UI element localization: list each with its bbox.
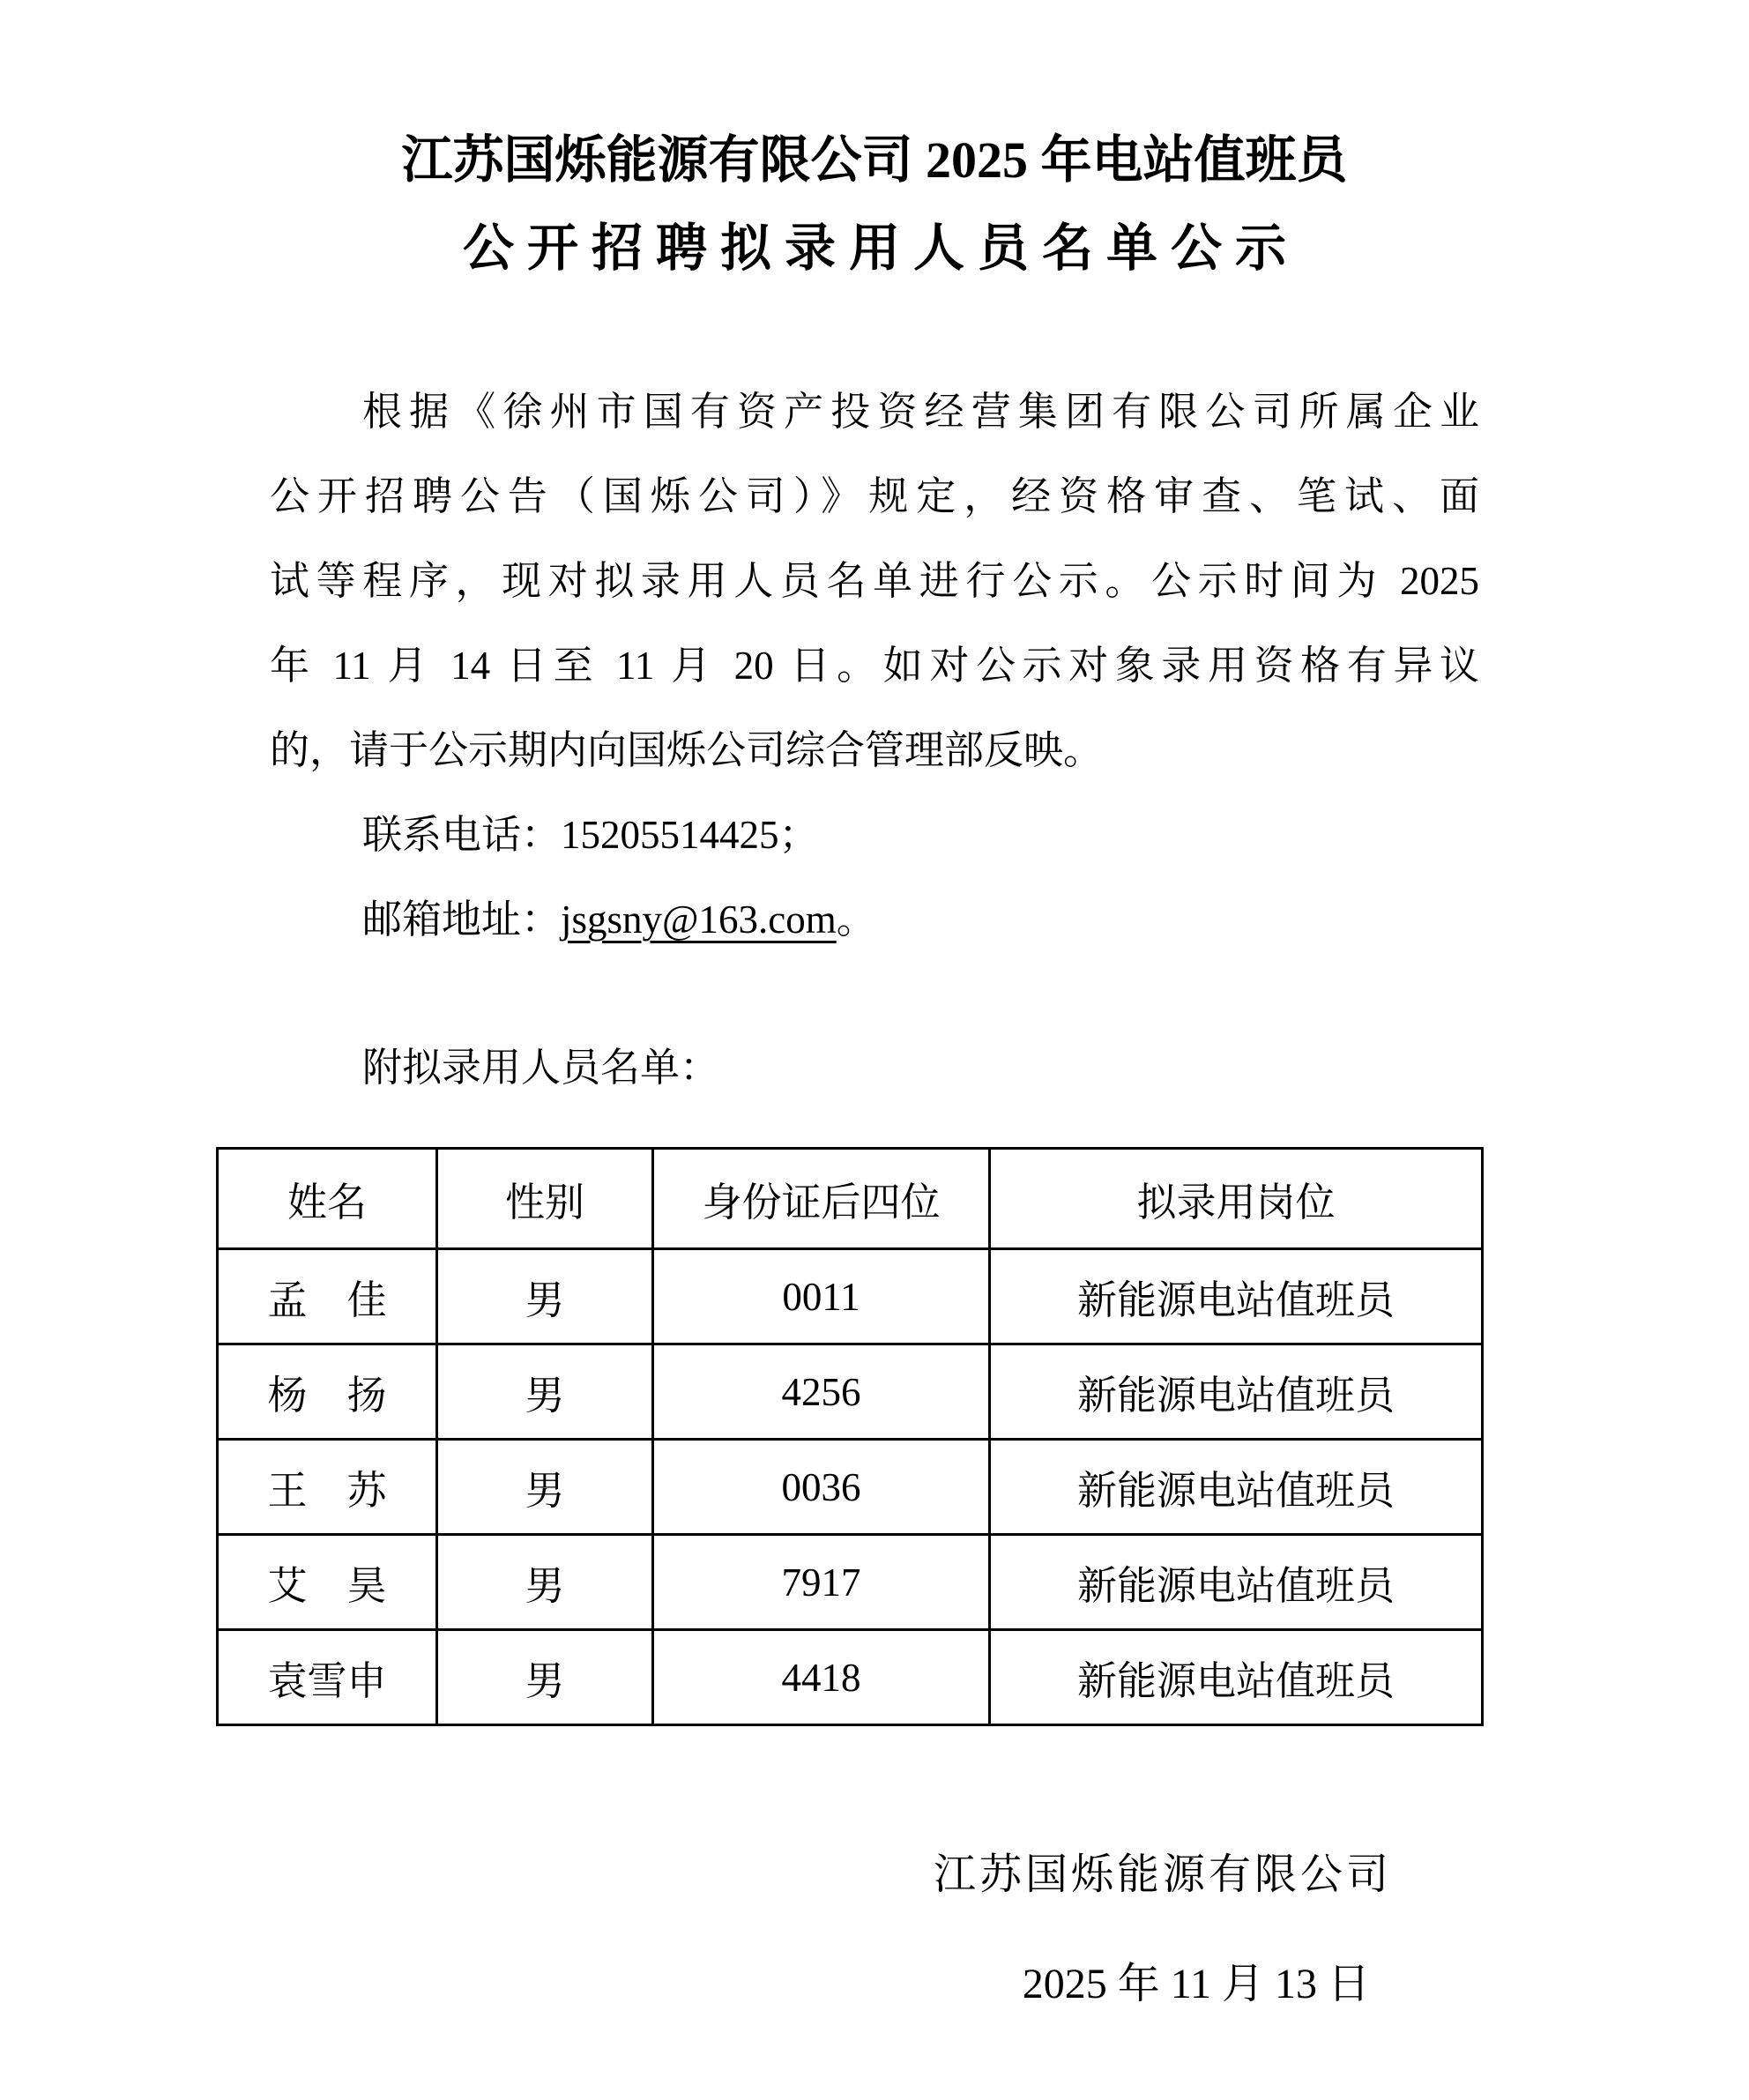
- cell-position: 新能源电站值班员: [990, 1630, 1483, 1725]
- email-link[interactable]: jsgsny@163.com: [561, 897, 837, 942]
- cell-id-last4: 0011: [653, 1249, 990, 1344]
- contact-email-line: [270, 877, 1479, 962]
- cell-name: 孟 佳: [218, 1249, 437, 1344]
- contact-phone-label: 联系电话：: [362, 813, 562, 857]
- email-label: 邮箱地址：: [362, 897, 562, 942]
- signature-company: 江苏国烁能源有限公司: [933, 1851, 1392, 1898]
- table-row: [218, 1630, 1483, 1725]
- title-line-2: 公开招聘拟录用人员名单公示: [462, 220, 1299, 277]
- paragraph-line-1: 根据《徐州市国有资产投资经营集团有限公司所属企业: [362, 390, 1479, 434]
- cell-position: 新能源电站值班员: [990, 1249, 1483, 1344]
- attachment-note: 附拟录用人员名单：: [362, 1046, 720, 1090]
- paragraph-line-5: 的，请于公示期内向国烁公司综合管理部反映。: [270, 728, 1104, 772]
- cell-name: 袁雪申: [218, 1630, 437, 1725]
- table-row: [218, 1344, 1483, 1440]
- cell-gender: 男: [437, 1344, 653, 1440]
- col-header-position: 拟录用岗位: [990, 1149, 1483, 1249]
- cell-id-last4: 4418: [653, 1630, 990, 1725]
- table-row: [218, 1249, 1483, 1344]
- cell-position: 新能源电站值班员: [990, 1344, 1483, 1440]
- contact-phone-line: [270, 793, 1479, 877]
- cell-gender: 男: [437, 1535, 653, 1630]
- col-header-gender: 性别: [437, 1149, 653, 1249]
- col-header-id-last4: 身份证后四位: [653, 1149, 990, 1249]
- table-row: [218, 1440, 1483, 1535]
- paragraph-line-3: 试等程序，现对拟录用人员名单进行公示。公示时间为 2025: [270, 559, 1479, 603]
- table-row: [218, 1535, 1483, 1630]
- cell-gender: 男: [437, 1630, 653, 1725]
- contact-phone-value: 15205514425；: [561, 813, 819, 857]
- title-line-1: 江苏国烁能源有限公司 2025 年电站值班员: [401, 131, 1348, 189]
- table-header-row: [218, 1149, 1483, 1249]
- signature-block: [0, 1833, 1749, 2027]
- cell-gender: 男: [437, 1249, 653, 1344]
- cell-id-last4: 0036: [653, 1440, 990, 1535]
- signature-date: 2025 年 11 月 13 日: [1022, 1961, 1370, 2007]
- document-title: [0, 0, 1749, 293]
- cell-position: 新能源电站值班员: [990, 1440, 1483, 1535]
- cell-id-last4: 4256: [653, 1344, 990, 1440]
- email-suffix: 。: [836, 897, 876, 942]
- cell-position: 新能源电站值班员: [990, 1535, 1483, 1630]
- body-text: [270, 369, 1479, 1110]
- paragraph-line-2: 公开招聘公告（国烁公司）》规定，经资格审查、笔试、面: [270, 474, 1479, 518]
- paragraph-line-4: 年 11 月 14 日至 11 月 20 日。如对公示对象录用资格有异议: [270, 644, 1479, 688]
- candidates-table: [216, 1147, 1484, 1726]
- cell-name: 艾 昊: [218, 1535, 437, 1630]
- col-header-name: 姓名: [218, 1149, 437, 1249]
- cell-gender: 男: [437, 1440, 653, 1535]
- cell-name: 王 苏: [218, 1440, 437, 1535]
- cell-id-last4: 7917: [653, 1535, 990, 1630]
- cell-name: 杨 扬: [218, 1344, 437, 1440]
